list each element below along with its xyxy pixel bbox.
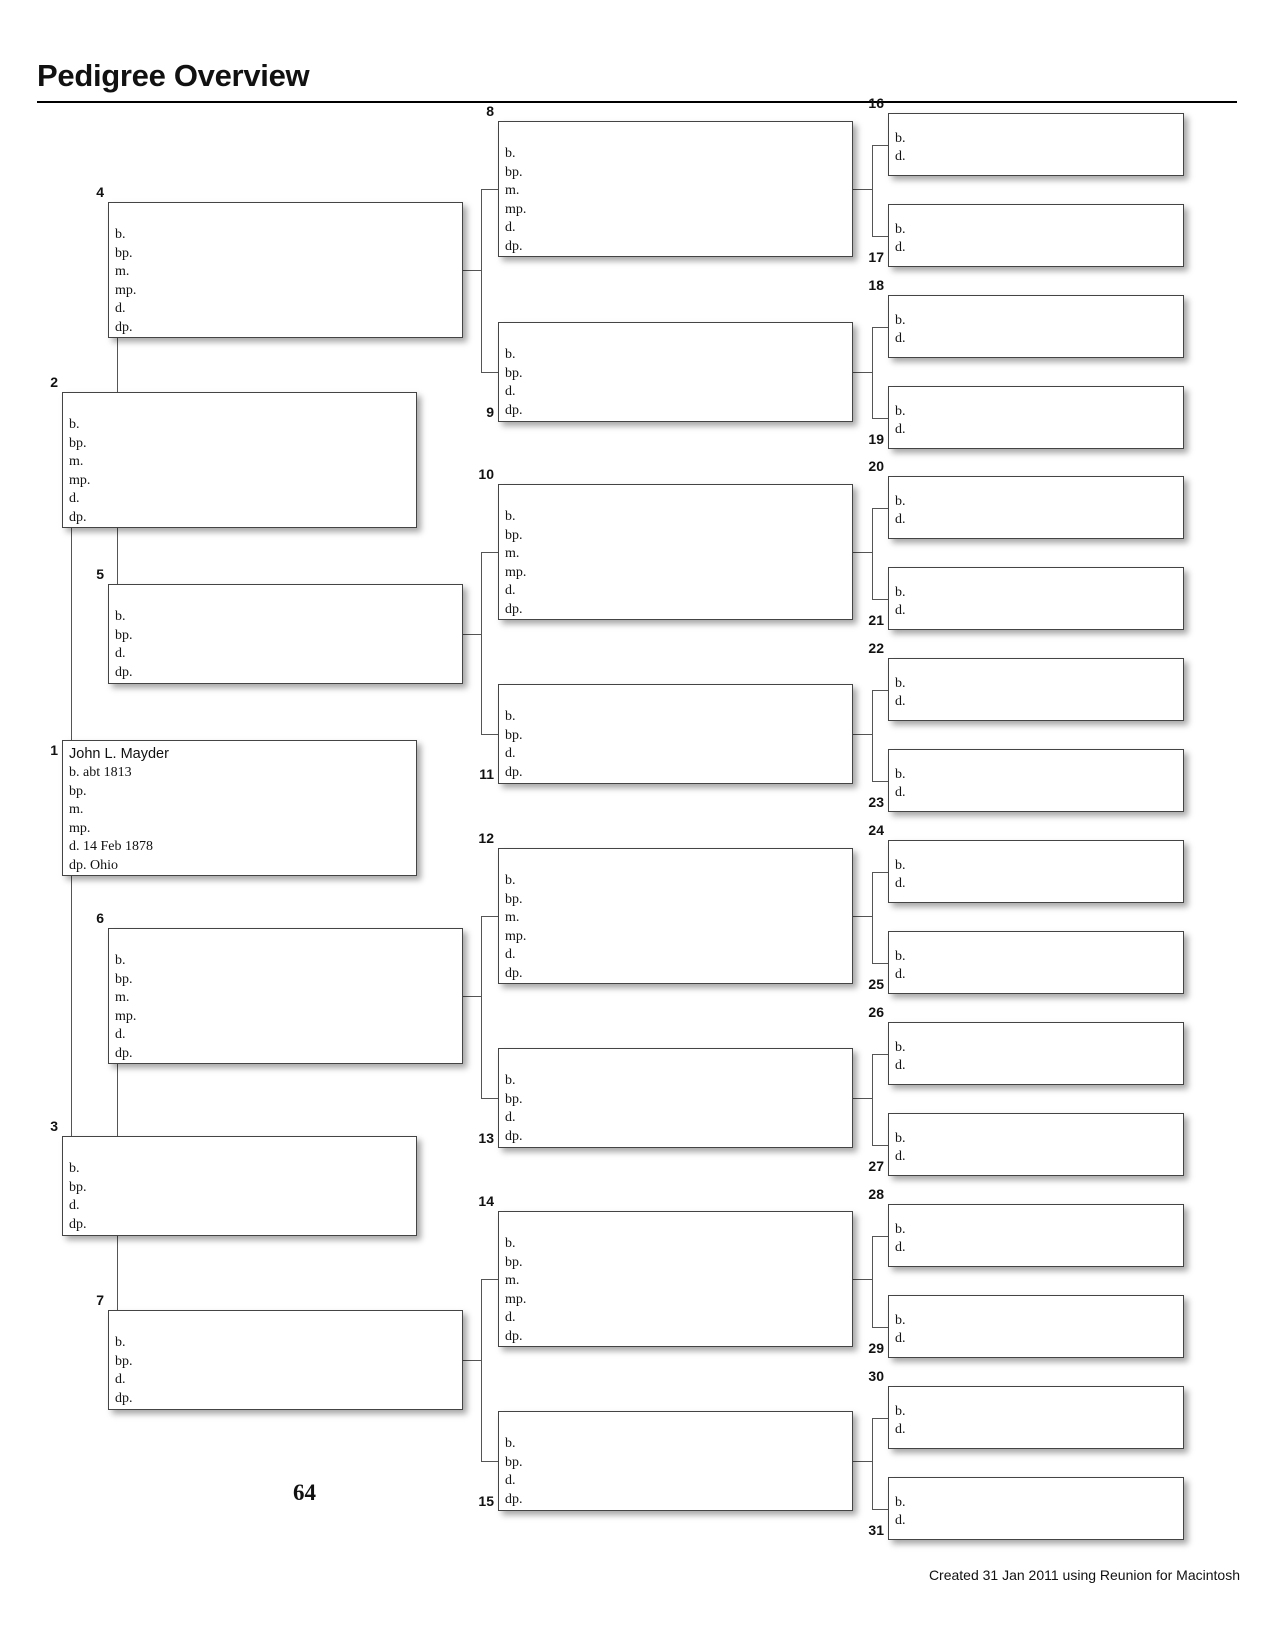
person-fact-line: b. xyxy=(505,509,516,524)
person-fact-line: dp. Ohio xyxy=(69,857,118,873)
connector-4-vertical xyxy=(481,189,482,372)
person-number-30: 30 xyxy=(868,1368,884,1384)
person-fact-line: mp. xyxy=(69,820,91,836)
person-box-22 xyxy=(888,658,1184,721)
person-box-4 xyxy=(108,202,463,338)
person-fact-line: d. xyxy=(895,967,906,982)
person-box-16 xyxy=(888,113,1184,176)
person-fact-line: d. xyxy=(69,491,80,506)
connector-12-vertical xyxy=(872,872,873,963)
person-name xyxy=(895,1299,1177,1312)
person-number-15: 15 xyxy=(478,1493,494,1509)
connector-8-stem xyxy=(853,189,872,190)
person-box-28 xyxy=(888,1204,1184,1267)
person-fact-line: b. xyxy=(895,404,906,419)
person-name xyxy=(895,571,1177,584)
person-name xyxy=(505,125,846,145)
person-fact-line: mp. xyxy=(505,1291,527,1307)
person-number-1: 1 xyxy=(50,742,58,758)
person-fact-line: dp. xyxy=(115,319,133,335)
person-fact-line: d. xyxy=(505,947,516,962)
person-fact-line: bp. xyxy=(115,627,133,643)
person-fact-line: dp. xyxy=(505,601,523,617)
person-fact-line: bp. xyxy=(69,435,87,451)
person-name xyxy=(895,662,1177,675)
person-number-13: 13 xyxy=(478,1130,494,1146)
person-fact-line: d. xyxy=(505,384,516,399)
person-box-24 xyxy=(888,840,1184,903)
person-name xyxy=(895,117,1177,130)
person-number-27: 27 xyxy=(868,1158,884,1174)
person-fact-line: b. xyxy=(895,767,906,782)
connector-8-bottom xyxy=(872,236,888,237)
person-fact-line: m. xyxy=(69,454,84,469)
person-fact-line: m. xyxy=(505,183,520,198)
person-box-20 xyxy=(888,476,1184,539)
connector-15-top xyxy=(872,1418,888,1419)
person-box-31 xyxy=(888,1477,1184,1540)
person-number-10: 10 xyxy=(478,466,494,482)
person-name xyxy=(69,1140,410,1160)
person-fact-line: bp. xyxy=(505,1454,523,1470)
person-fact-line: b. xyxy=(895,1495,906,1510)
person-fact-line: dp. xyxy=(505,1128,523,1144)
person-number-25: 25 xyxy=(868,976,884,992)
connector-10-vertical xyxy=(872,508,873,599)
person-fact-line: b. xyxy=(895,585,906,600)
person-name xyxy=(115,932,456,952)
connector-15-stem xyxy=(853,1461,872,1462)
person-fact-line: d. xyxy=(505,1473,516,1488)
connector-13-vertical xyxy=(872,1054,873,1145)
person-name xyxy=(895,1481,1177,1494)
connector-14-vertical xyxy=(872,1236,873,1327)
person-fact-line: dp. xyxy=(505,402,523,418)
person-fact-line: d. xyxy=(895,1513,906,1528)
person-fact-line: dp. xyxy=(69,509,87,525)
person-name xyxy=(505,326,846,346)
connector-6-stem xyxy=(463,996,481,997)
person-box-7 xyxy=(108,1310,463,1410)
person-number-7: 7 xyxy=(96,1292,104,1308)
person-fact-line: d. xyxy=(895,876,906,891)
person-name xyxy=(895,935,1177,948)
person-fact-line: b. xyxy=(895,676,906,691)
person-number-4: 4 xyxy=(96,184,104,200)
connector-15-bottom xyxy=(872,1509,888,1510)
connector-9-stem xyxy=(853,372,872,373)
person-fact-line: d. xyxy=(895,422,906,437)
person-box-3 xyxy=(62,1136,417,1236)
person-box-26 xyxy=(888,1022,1184,1085)
person-number-29: 29 xyxy=(868,1340,884,1356)
person-fact-line: b. xyxy=(895,131,906,146)
person-box-19 xyxy=(888,386,1184,449)
person-fact-line: b. xyxy=(115,227,126,242)
person-number-16: 16 xyxy=(868,95,884,111)
person-fact-line: dp. xyxy=(505,1491,523,1507)
person-number-17: 17 xyxy=(868,249,884,265)
person-box-10 xyxy=(498,484,853,620)
person-number-6: 6 xyxy=(96,910,104,926)
connector-12-top xyxy=(872,872,888,873)
person-fact-line: b. xyxy=(505,1236,516,1251)
page-number: 64 xyxy=(293,1480,316,1505)
person-box-21 xyxy=(888,567,1184,630)
person-fact-line: b. xyxy=(115,609,126,624)
person-name xyxy=(505,1215,846,1235)
person-fact-line: m. xyxy=(505,546,520,561)
person-number-14: 14 xyxy=(478,1193,494,1209)
person-fact-line: d. xyxy=(895,785,906,800)
connector-4-stem xyxy=(463,270,481,271)
person-box-27 xyxy=(888,1113,1184,1176)
connector-3-down xyxy=(117,1236,118,1310)
connector-14-stem xyxy=(853,1279,872,1280)
person-fact-line: b. xyxy=(115,1335,126,1350)
person-name xyxy=(505,1415,846,1435)
person-name xyxy=(895,390,1177,403)
person-box-30 xyxy=(888,1386,1184,1449)
person-fact-line: bp. xyxy=(505,164,523,180)
person-name xyxy=(505,488,846,508)
person-fact-line: b. abt 1813 xyxy=(69,765,132,780)
person-name xyxy=(895,844,1177,857)
person-fact-line: b. xyxy=(895,1313,906,1328)
person-fact-line: b. xyxy=(895,313,906,328)
person-fact-line: dp. xyxy=(115,664,133,680)
person-fact-line: b. xyxy=(895,1404,906,1419)
person-fact-line: bp. xyxy=(69,783,87,799)
person-fact-line: b. xyxy=(505,146,516,161)
footer-credit: Created 31 Jan 2011 using Reunion for Macintosh xyxy=(928,1567,1240,1583)
connector-7-stem xyxy=(463,1360,481,1361)
connector-15-vertical xyxy=(872,1418,873,1509)
person-fact-line: b. xyxy=(505,709,516,724)
person-fact-line: d. xyxy=(895,1240,906,1255)
person-number-22: 22 xyxy=(868,640,884,656)
person-number-5: 5 xyxy=(96,566,104,582)
connector-4-bottom xyxy=(481,372,498,373)
person-fact-line: b. xyxy=(505,1436,516,1451)
person-number-20: 20 xyxy=(868,458,884,474)
connector-11-bottom xyxy=(872,781,888,782)
connector-5-vertical xyxy=(481,552,482,734)
person-fact-line: dp. xyxy=(115,1045,133,1061)
person-fact-line: mp. xyxy=(69,472,91,488)
connector-14-top xyxy=(872,1236,888,1237)
person-fact-line: d. xyxy=(895,1422,906,1437)
person-fact-line: mp. xyxy=(505,928,527,944)
person-fact-line: bp. xyxy=(505,1254,523,1270)
person-number-28: 28 xyxy=(868,1186,884,1202)
person-number-31: 31 xyxy=(868,1522,884,1538)
person-fact-line: m. xyxy=(115,990,130,1005)
person-fact-line: d. xyxy=(505,1110,516,1125)
person-fact-line: d. xyxy=(895,603,906,618)
person-name xyxy=(505,852,846,872)
person-fact-line: dp. xyxy=(69,1216,87,1232)
person-fact-line: b. xyxy=(69,1161,80,1176)
connector-11-stem xyxy=(853,734,872,735)
person-box-9 xyxy=(498,322,853,422)
person-fact-line: m. xyxy=(505,910,520,925)
person-name xyxy=(115,588,456,608)
person-fact-line: b. xyxy=(505,1073,516,1088)
person-fact-line: d. 14 Feb 1878 xyxy=(69,839,153,854)
person-fact-line: b. xyxy=(895,222,906,237)
connector-6-top xyxy=(481,916,498,917)
person-name xyxy=(115,1314,456,1334)
person-name xyxy=(895,480,1177,493)
connector-6-vertical xyxy=(481,916,482,1098)
person-fact-line: b. xyxy=(895,1131,906,1146)
person-box-29 xyxy=(888,1295,1184,1358)
page-title: Pedigree Overview xyxy=(37,58,310,93)
person-fact-line: mp. xyxy=(115,1008,137,1024)
person-fact-line: bp. xyxy=(505,727,523,743)
person-number-24: 24 xyxy=(868,822,884,838)
connector-8-vertical xyxy=(872,145,873,236)
person-fact-line: bp. xyxy=(505,1091,523,1107)
connector-7-top xyxy=(481,1279,498,1280)
person-fact-line: bp. xyxy=(115,971,133,987)
connector-14-bottom xyxy=(872,1327,888,1328)
connector-3-up xyxy=(117,1064,118,1136)
connector-5-top xyxy=(481,552,498,553)
person-name xyxy=(115,206,456,226)
person-name xyxy=(895,1026,1177,1039)
person-name xyxy=(895,1117,1177,1130)
person-fact-line: d. xyxy=(505,220,516,235)
connector-9-vertical xyxy=(872,327,873,418)
connector-11-top xyxy=(872,690,888,691)
person-number-8: 8 xyxy=(486,103,494,119)
connector-5-bottom xyxy=(481,734,498,735)
person-name xyxy=(895,753,1177,766)
connector-9-bottom xyxy=(872,418,888,419)
person-fact-line: m. xyxy=(115,264,130,279)
person-fact-line: bp. xyxy=(115,245,133,261)
person-name xyxy=(69,396,410,416)
person-fact-line: d. xyxy=(115,1372,126,1387)
person-name xyxy=(505,688,846,708)
person-box-18 xyxy=(888,295,1184,358)
person-fact-line: dp. xyxy=(505,238,523,254)
person-box-25 xyxy=(888,931,1184,994)
person-name xyxy=(895,208,1177,221)
connector-11-vertical xyxy=(872,690,873,781)
person-fact-line: dp. xyxy=(505,1328,523,1344)
connector-13-stem xyxy=(853,1098,872,1099)
person-fact-line: d. xyxy=(505,746,516,761)
person-fact-line: m. xyxy=(69,802,84,817)
connector-12-stem xyxy=(853,916,872,917)
connector-2-down xyxy=(117,528,118,584)
person-number-21: 21 xyxy=(868,612,884,628)
person-box-17 xyxy=(888,204,1184,267)
person-fact-line: m. xyxy=(505,1273,520,1288)
person-fact-line: dp. xyxy=(505,965,523,981)
connector-10-top xyxy=(872,508,888,509)
person-fact-line: d. xyxy=(895,240,906,255)
connector-12-bottom xyxy=(872,963,888,964)
person-box-5 xyxy=(108,584,463,684)
person-box-12 xyxy=(498,848,853,984)
person-box-15 xyxy=(498,1411,853,1511)
person-fact-line: b. xyxy=(895,1040,906,1055)
person-number-2: 2 xyxy=(50,374,58,390)
person-number-9: 9 xyxy=(486,404,494,420)
connector-5-stem xyxy=(463,634,481,635)
person-fact-line: d. xyxy=(895,694,906,709)
person-fact-line: b. xyxy=(505,347,516,362)
connector-7-bottom xyxy=(481,1461,498,1462)
person-fact-line: b. xyxy=(115,953,126,968)
person-box-13 xyxy=(498,1048,853,1148)
person-box-2 xyxy=(62,392,417,528)
person-fact-line: b. xyxy=(895,949,906,964)
connector-7-vertical xyxy=(481,1279,482,1461)
connector-6-bottom xyxy=(481,1098,498,1099)
person-box-1 xyxy=(62,740,417,876)
person-fact-line: mp. xyxy=(505,564,527,580)
person-box-11 xyxy=(498,684,853,784)
title-rule xyxy=(37,101,1237,103)
person-fact-line: mp. xyxy=(115,282,137,298)
connector-9-top xyxy=(872,327,888,328)
person-fact-line: b. xyxy=(895,858,906,873)
person-number-19: 19 xyxy=(868,431,884,447)
connector-4-top xyxy=(481,189,498,190)
person-fact-line: b. xyxy=(505,873,516,888)
person-fact-line: mp. xyxy=(505,201,527,217)
person-box-6 xyxy=(108,928,463,1064)
person-fact-line: d. xyxy=(895,331,906,346)
connector-13-bottom xyxy=(872,1145,888,1146)
person-name xyxy=(895,1390,1177,1403)
person-fact-line: d. xyxy=(115,301,126,316)
person-number-26: 26 xyxy=(868,1004,884,1020)
person-name xyxy=(895,1208,1177,1221)
person-fact-line: dp. xyxy=(505,764,523,780)
person-number-18: 18 xyxy=(868,277,884,293)
person-name: John L. Mayder xyxy=(69,746,169,762)
person-fact-line: d. xyxy=(115,1027,126,1042)
person-fact-line: d. xyxy=(895,1149,906,1164)
connector-10-bottom xyxy=(872,599,888,600)
person-fact-line: d. xyxy=(115,646,126,661)
person-fact-line: bp. xyxy=(505,365,523,381)
person-fact-line: d. xyxy=(505,583,516,598)
person-fact-line: d. xyxy=(69,1198,80,1213)
person-name xyxy=(895,299,1177,312)
person-fact-line: b. xyxy=(895,1222,906,1237)
connector-8-top xyxy=(872,145,888,146)
person-fact-line: bp. xyxy=(115,1353,133,1369)
person-box-14 xyxy=(498,1211,853,1347)
person-number-11: 11 xyxy=(479,766,494,782)
person-number-3: 3 xyxy=(50,1118,58,1134)
person-box-23 xyxy=(888,749,1184,812)
person-box-8 xyxy=(498,121,853,257)
person-name xyxy=(505,1052,846,1072)
person-fact-line: b. xyxy=(69,417,80,432)
connector-10-stem xyxy=(853,552,872,553)
person-fact-line: d. xyxy=(895,1331,906,1346)
person-fact-line: d. xyxy=(895,1058,906,1073)
person-fact-line: dp. xyxy=(115,1390,133,1406)
person-fact-line: d. xyxy=(505,1310,516,1325)
person-number-12: 12 xyxy=(478,830,494,846)
person-fact-line: b. xyxy=(895,494,906,509)
person-fact-line: d. xyxy=(895,149,906,164)
person-fact-line: bp. xyxy=(505,527,523,543)
person-number-23: 23 xyxy=(868,794,884,810)
person-fact-line: bp. xyxy=(69,1179,87,1195)
connector-2-up xyxy=(117,338,118,392)
person-fact-line: d. xyxy=(895,512,906,527)
person-fact-line: bp. xyxy=(505,891,523,907)
connector-13-top xyxy=(872,1054,888,1055)
